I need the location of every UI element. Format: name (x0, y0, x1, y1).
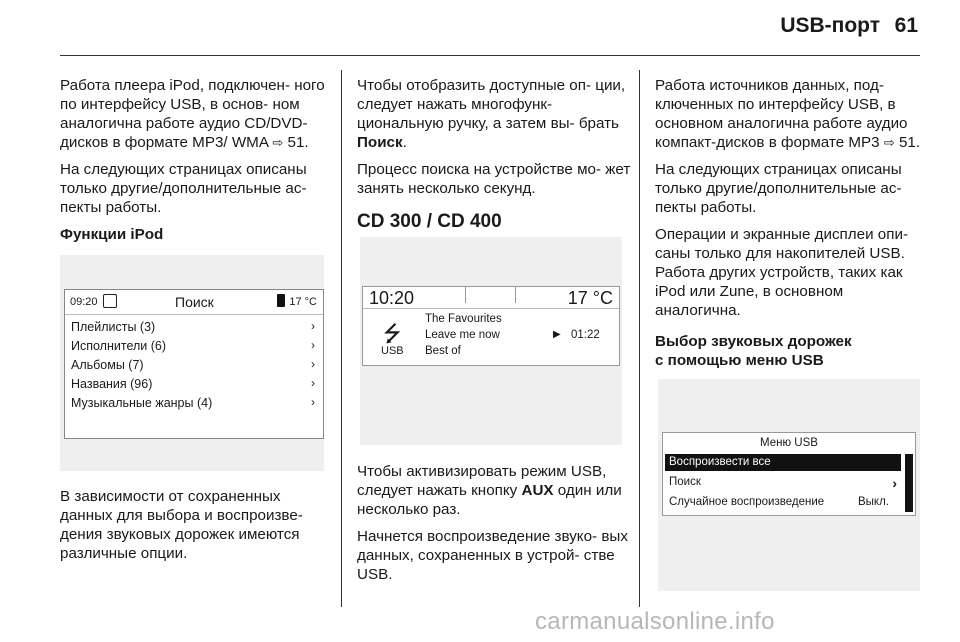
column-3 (655, 76, 930, 378)
col3-subheading-line-2: с помощью меню USB (655, 352, 824, 369)
usb-menu-screen (662, 432, 916, 516)
ipod-battery-icon (277, 294, 285, 307)
ipod-status-bar (65, 290, 323, 315)
column-1-bottom (60, 487, 330, 571)
col2-heading: CD 300 / CD 400 (357, 211, 502, 232)
usb-menu-title: Меню USB (760, 437, 818, 449)
col3-paragraph-3: Операции и экранные дисплеи опи- саны только для накопителей USB. Работа других устройств, таких как iPod или Zune, в основном аналогична. (655, 226, 908, 319)
page-ref-icon: ⇨ (883, 135, 895, 150)
ipod-temperature: 17 °C (289, 296, 317, 308)
ipod-menu-row[interactable]: Альбомы (7) › (71, 357, 315, 372)
col1-paragraph-2: На следующих страницах описаны только другие/дополнительные ас- пекты работы. (60, 161, 307, 216)
column-2-bottom (357, 462, 632, 592)
usb-menu-row-search[interactable]: Поиск (669, 476, 701, 488)
chevron-right-icon: › (892, 475, 897, 491)
usb-menu-selected-row[interactable]: Воспроизвести все (665, 454, 901, 471)
ipod-screen-title: Поиск (175, 294, 214, 310)
usb-divider (363, 308, 619, 309)
ipod-menu-row[interactable]: Названия (96) › (71, 376, 315, 391)
ipod-time: 09:20 (70, 296, 98, 308)
usb-menu-scrollbar[interactable] (905, 454, 913, 512)
chevron-right-icon: › (311, 319, 315, 333)
col1-subheading: Функции iPod (60, 226, 164, 243)
col2-paragraph-1: Чтобы отобразить доступные оп- ции, следует нажать многофунк- циональную ручку, а затем вы- брать Поиск. (357, 77, 626, 151)
column-divider-2 (639, 70, 640, 607)
usb-icon-label: USB (381, 345, 404, 357)
usb-temperature: 17 °C (567, 288, 613, 308)
divider-tick (465, 287, 466, 303)
ipod-menu-row[interactable]: Исполнители (6) › (71, 338, 315, 353)
usb-menu-shuffle-value: Выкл. (857, 496, 889, 508)
watermark: carmanualsonline.info (535, 608, 775, 635)
usb-duration: 01:22 (571, 329, 600, 341)
usb-time: 10:20 (369, 288, 415, 308)
usb-playback-screen (362, 286, 620, 366)
usb-menu-row-shuffle[interactable]: Случайное воспроизведение (669, 496, 825, 508)
col1-paragraph-3: В зависимости от сохраненных данных для выбора и воспроизве- дения звуковых дорожек имеются различные опции. (60, 488, 303, 562)
page-number: 61 (894, 14, 918, 37)
page-ref-icon: ⇨ (272, 135, 284, 150)
ipod-device-icon (103, 294, 117, 308)
ipod-menu-row[interactable]: Плейлисты (3) › (71, 319, 315, 334)
column-divider-1 (341, 70, 342, 607)
chevron-right-icon: › (311, 376, 315, 390)
column-1 (60, 76, 330, 252)
chevron-right-icon: › (311, 357, 315, 371)
col3-paragraph-2: На следующих страницах описаны только другие/дополнительные ас- пекты работы. (655, 161, 902, 216)
chevron-right-icon: › (311, 395, 315, 409)
ipod-menu-row[interactable]: Музыкальные жанры (4) › (71, 395, 315, 410)
usb-track: Leave me now (425, 329, 500, 341)
col3-paragraph-1: Работа источников данных, под- ключенных по интерфейсу USB, в основном аналогична работе аудио компакт-дисков в формате MP3 ⇨ 51. (655, 77, 921, 151)
col2-paragraph-4: Начнется воспроизведение звуко- вых данных, сохраненных в устрой- стве USB. (357, 528, 628, 583)
col1-paragraph-1: Работа плеера iPod, подключен- ного по интерфейсу USB, в основ- ном аналогична работе аудио CD/DVD-дисков в формате MP3/ WMA ⇨ 51. (60, 77, 325, 151)
divider-tick (515, 287, 516, 303)
usb-album: Best of (425, 345, 461, 357)
chevron-right-icon: › (311, 338, 315, 352)
play-icon: ▶ (553, 329, 561, 340)
usb-icon: ⭍ (383, 321, 402, 346)
usb-artist: The Favourites (425, 313, 502, 325)
header-rule (60, 55, 920, 56)
col2-paragraph-2: Процесс поиска на устройстве мо- жет занять несколько секунд. (357, 161, 631, 197)
col2-paragraph-3: Чтобы активизировать режим USB, следует нажать кнопку AUX один или несколько раз. (357, 463, 622, 518)
col3-subheading-line-1: Выбор звуковых дорожек (655, 333, 852, 350)
ipod-search-screen (64, 289, 324, 439)
page-header (0, 0, 960, 48)
column-2 (357, 76, 632, 243)
header-title: USB-порт (780, 14, 880, 37)
